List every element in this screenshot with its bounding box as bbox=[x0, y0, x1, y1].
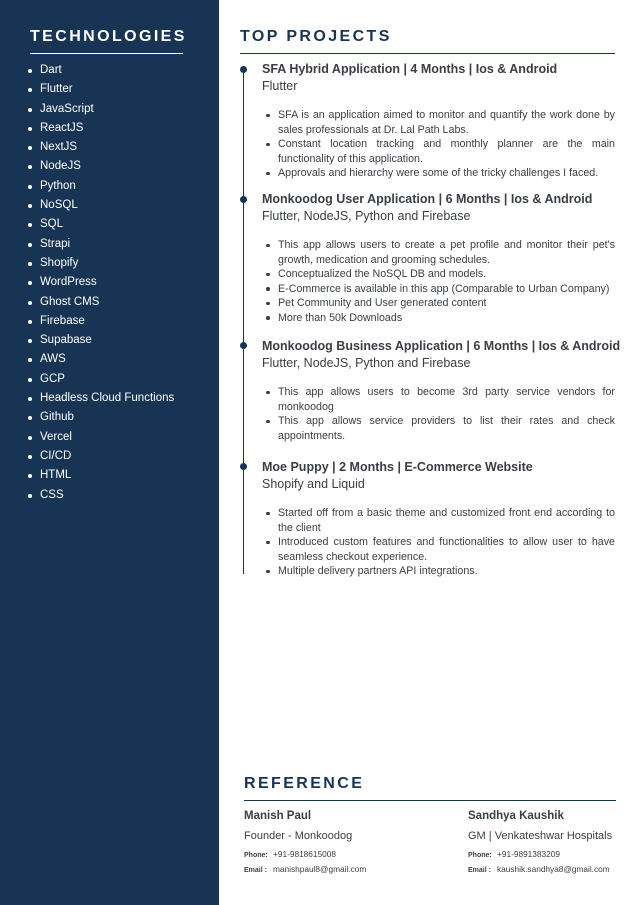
timeline-dot bbox=[240, 66, 247, 73]
project-timeline-line bbox=[243, 68, 244, 574]
project-tech: Flutter, NodeJS, Python and Firebase bbox=[262, 209, 471, 223]
top-projects-divider bbox=[240, 53, 615, 54]
tech-item: Dart bbox=[26, 61, 174, 80]
technologies-heading: TECHNOLOGIES bbox=[30, 28, 187, 45]
tech-item: GCP bbox=[26, 370, 174, 389]
tech-item: NodeJS bbox=[26, 157, 174, 176]
project-bullets bbox=[262, 108, 615, 181]
project-bullet: E-Commerce is available in this app (Comparable to Urban Company) bbox=[262, 282, 615, 297]
project-bullets bbox=[262, 238, 615, 326]
tech-item: Supabase bbox=[26, 331, 174, 350]
timeline-dot bbox=[240, 342, 247, 349]
project-title: SFA Hybrid Application | 4 Months | Ios & Android bbox=[262, 62, 558, 76]
tech-item: JavaScript bbox=[26, 100, 174, 119]
phone-value[interactable]: +91-9818615008 bbox=[273, 849, 336, 859]
tech-item: CSS bbox=[26, 486, 174, 505]
project-bullet: Multiple delivery partners API integrations. bbox=[262, 564, 615, 579]
tech-item: Firebase bbox=[26, 312, 174, 331]
project-item bbox=[262, 191, 615, 326]
project-bullet: More than 50k Downloads bbox=[262, 311, 615, 326]
project-bullet: This app allows users to create a pet profile and monitor their pet's growth, medication and grooming schedules. bbox=[262, 238, 615, 267]
tech-item: Flutter bbox=[26, 80, 174, 99]
tech-item: SQL bbox=[26, 215, 174, 234]
tech-item: AWS bbox=[26, 350, 174, 369]
tech-item: Github bbox=[26, 408, 174, 427]
project-bullets bbox=[262, 506, 615, 579]
project-bullet: Introduced custom features and functionalities to allow user to have seamless checkout experience. bbox=[262, 535, 615, 564]
project-bullet: Started off from a basic theme and customized front end according to the client bbox=[262, 506, 615, 535]
email-label: Email : bbox=[468, 867, 491, 874]
reference-name: Manish Paul bbox=[244, 810, 312, 822]
project-bullet: Pet Community and User generated content bbox=[262, 296, 615, 311]
tech-item: CI/CD bbox=[26, 447, 174, 466]
project-bullet: Constant location tracking and monthly planner are the main functionality of this application. bbox=[262, 137, 615, 166]
reference-divider bbox=[244, 800, 616, 801]
reference-phone bbox=[244, 849, 414, 861]
email-value[interactable]: kaushik.sandhya8@gmail.com bbox=[497, 864, 610, 874]
phone-value[interactable]: +91-9891383209 bbox=[497, 849, 560, 859]
project-bullet: Conceptualized the NoSQL DB and models. bbox=[262, 267, 615, 282]
project-bullet: This app allows service providers to list their rates and check appointments. bbox=[262, 414, 615, 443]
reference-role: Founder - Monkoodog bbox=[244, 830, 353, 842]
project-bullet: Approvals and hierarchy were some of the tricky challenges I faced. bbox=[262, 166, 615, 181]
tech-item: Headless Cloud Functions bbox=[26, 389, 174, 408]
project-tech: Flutter bbox=[262, 79, 298, 93]
reference-name: Sandhya Kaushik bbox=[468, 810, 564, 822]
tech-item: Shopify bbox=[26, 254, 174, 273]
reference-role: GM | Venkateshwar Hospitals bbox=[468, 830, 613, 842]
tech-item: Python bbox=[26, 177, 174, 196]
project-title: Monkoodog User Application | 6 Months | Ios & Android bbox=[262, 192, 593, 206]
project-tech: Shopify and Liquid bbox=[262, 477, 365, 491]
technologies-list bbox=[26, 61, 174, 505]
project-item bbox=[262, 459, 615, 579]
project-bullet: This app allows users to become 3rd party service vendors for monkoodog bbox=[262, 385, 615, 414]
tech-item: WordPress bbox=[26, 273, 174, 292]
project-item bbox=[262, 61, 615, 181]
tech-item: Ghost CMS bbox=[26, 293, 174, 312]
tech-item: ReactJS bbox=[26, 119, 174, 138]
sidebar bbox=[0, 0, 219, 905]
tech-item: NoSQL bbox=[26, 196, 174, 215]
tech-item: Vercel bbox=[26, 428, 174, 447]
tech-item: Strapi bbox=[26, 235, 174, 254]
project-bullets bbox=[262, 385, 615, 443]
top-projects-heading: TOP PROJECTS bbox=[240, 28, 392, 45]
email-label: Email : bbox=[244, 867, 267, 874]
project-title: Monkoodog Business Application | 6 Months | Ios & Android bbox=[262, 339, 621, 353]
reference-email bbox=[244, 864, 414, 876]
reference-email bbox=[468, 864, 638, 876]
tech-item: NextJS bbox=[26, 138, 174, 157]
timeline-dot bbox=[240, 463, 247, 470]
project-title: Moe Puppy | 2 Months | E-Commerce Website bbox=[262, 460, 533, 474]
phone-label: Phone: bbox=[468, 852, 492, 859]
phone-label: Phone: bbox=[244, 852, 268, 859]
project-bullet: SFA is an application aimed to monitor and quantify the work done by sales professionals at Dr. Lal Path Labs. bbox=[262, 108, 615, 137]
technologies-divider bbox=[30, 53, 183, 54]
project-item bbox=[262, 338, 621, 443]
reference-card bbox=[244, 809, 414, 876]
reference-heading: REFERENCE bbox=[244, 775, 365, 792]
reference-card bbox=[468, 809, 638, 876]
timeline-dot bbox=[240, 196, 247, 203]
project-tech: Flutter, NodeJS, Python and Firebase bbox=[262, 356, 471, 370]
email-value[interactable]: manishpaul8@gmail.com bbox=[273, 864, 367, 874]
reference-phone bbox=[468, 849, 638, 861]
tech-item: HTML bbox=[26, 466, 174, 485]
